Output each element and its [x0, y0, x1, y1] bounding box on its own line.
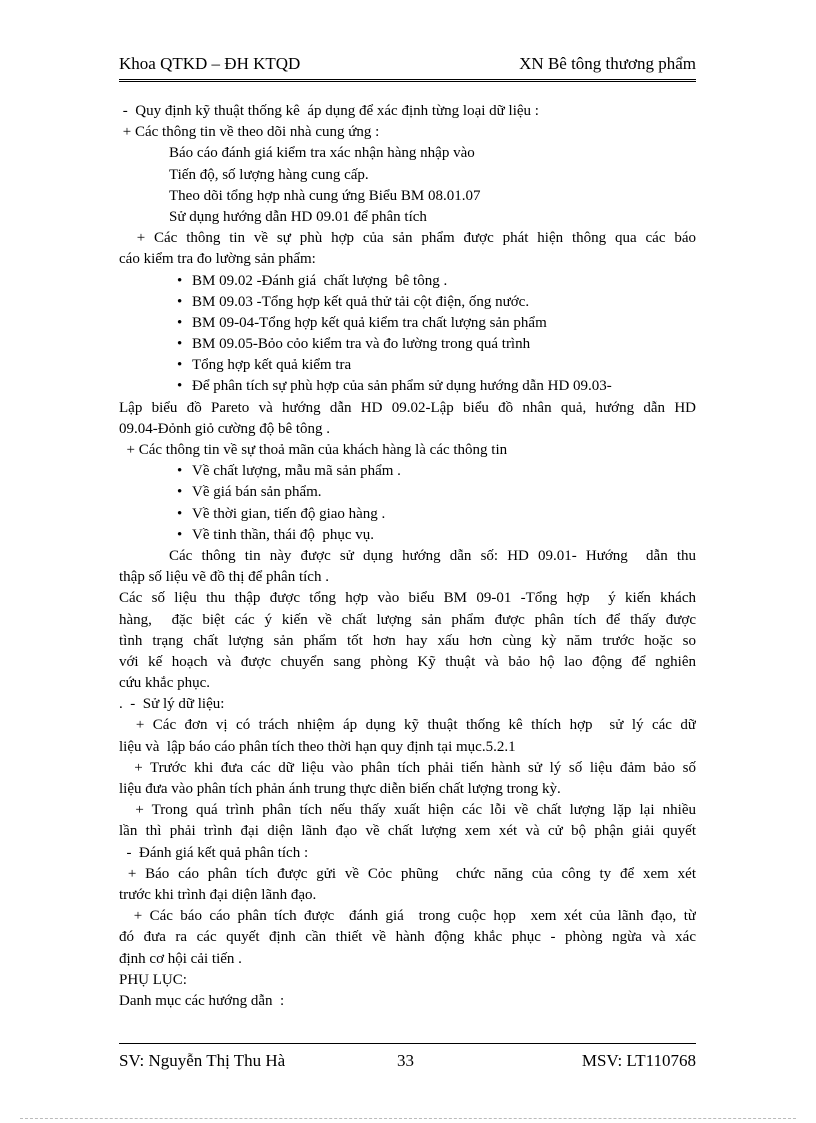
- text-line-content: liệu và lập báo cáo phân tích theo thời hạn quy định tại mục.5.2.1: [119, 738, 516, 755]
- text-line: [119, 546, 696, 567]
- text-line-content: Tổng hợp kết quả kiểm tra: [192, 357, 352, 374]
- text-line-content: cáo kiểm tra đo lường sản phẩm:: [119, 251, 316, 268]
- text-line-content: Các số liệu thu thập được tổng hợp vào biểu BM 09-01 -Tổng hợp ý kiến khách: [119, 590, 696, 607]
- text-line: [119, 186, 696, 207]
- bullet-icon: •: [177, 378, 183, 395]
- text-line: [119, 567, 696, 588]
- text-line-content: Các thông tin này được sử dụng hướng dẫn số: HD 09.01- Hướng dẫn thu: [169, 547, 696, 564]
- text-line: [119, 525, 696, 546]
- text-line-content: + Trước khi đưa các dữ liệu vào phân tích phải tiến hành sử lý số liệu đảm bảo số: [119, 759, 696, 776]
- text-line: [119, 631, 696, 652]
- text-line-content: + Các đơn vị có trách nhiệm áp dụng kỹ thuật thống kê thích hợp sử lý các dữ: [119, 717, 696, 734]
- bullet-icon: •: [177, 293, 183, 310]
- text-line-content: lần thì phải trình đại diện lãnh đạo về chất lượng xem xét và cử bộ phận giải quyết: [119, 823, 696, 840]
- text-line: [119, 737, 696, 758]
- text-line-content: thập số liệu vẽ đồ thị để phân tích .: [119, 569, 329, 586]
- bullet-icon: •: [177, 357, 183, 374]
- text-line: [119, 122, 696, 143]
- text-line-content: Để phân tích sự phù hợp của sản phẩm sử dụng hướng dẫn HD 09.03-: [192, 378, 612, 395]
- footer-rule: [119, 1043, 696, 1044]
- header-rule: [119, 79, 696, 82]
- text-line: [119, 376, 696, 397]
- footer-student-name: SV: Nguyễn Thị Thu Hà: [119, 1051, 286, 1070]
- text-line-content: Về thời gian, tiến độ giao hàng .: [192, 505, 386, 522]
- document-body: [119, 101, 696, 1012]
- text-line: [119, 927, 696, 948]
- text-line-content: BM 09.03 -Tổng hợp kết quả thử tải cột điện, ống nước.: [192, 293, 530, 310]
- text-line-content: trước khi trình đại diện lãnh đạo.: [119, 886, 317, 903]
- text-line-content: PHỤ LỤC:: [119, 971, 187, 988]
- text-line: [119, 991, 696, 1012]
- text-line-content: BM 09.02 -Đánh giá chất lượng bê tông .: [192, 272, 448, 289]
- text-line-content: cứu khắc phục.: [119, 675, 211, 692]
- text-line-content: hàng, đặc biệt các ý kiến về chất lượng sản phẩm được phân tích để thấy được: [119, 611, 696, 628]
- text-line: [119, 758, 696, 779]
- text-line-content: liệu đưa vào phân tích phản ánh trung thực diễn biến chất lượng trong kỳ.: [119, 781, 561, 797]
- text-line: [119, 652, 696, 673]
- text-line-content: định cơ hội cải tiến .: [119, 950, 242, 967]
- text-line-content: 09.04-Đỏnh giỏ cường độ bê tông .: [119, 420, 331, 437]
- text-line-content: Theo dõi tổng hợp nhà cung ứng Biểu BM 08.01.07: [169, 187, 481, 204]
- text-line: [119, 101, 696, 122]
- text-line-content: . - Sử lý dữ liệu:: [119, 696, 225, 713]
- text-line: [119, 885, 696, 906]
- page-footer: [119, 1051, 696, 1073]
- text-line-content: Tiến độ, số lượng hàng cung cấp.: [169, 166, 369, 183]
- text-line: [119, 673, 696, 694]
- footer-student-id: MSV: LT110768: [581, 1051, 696, 1070]
- text-line: [119, 207, 696, 228]
- text-line-content: BM 09-04-Tổng hợp kết quả kiểm tra chất lượng sản phẩm: [192, 314, 547, 331]
- page-header: [119, 54, 696, 76]
- text-line-content: + Trong quá trình phân tích nếu thấy xuất hiện các lỗi về chất lượng lặp lại nhiều: [119, 802, 696, 819]
- text-line-content: + Các báo cáo phân tích được đánh giá trong cuộc họp xem xét của lãnh đạo, từ: [119, 908, 696, 925]
- text-line-content: + Các thông tin về sự phù hợp của sản phẩm được phát hiện thông qua các báo: [119, 230, 696, 247]
- text-line-content: Báo cáo đánh giá kiểm tra xác nhận hàng nhập vào: [169, 145, 475, 162]
- text-line-content: Về chất lượng, mẫu mã sản phẩm .: [192, 463, 401, 480]
- text-line: [119, 504, 696, 525]
- text-line: [119, 249, 696, 270]
- bullet-icon: •: [177, 314, 183, 331]
- bullet-icon: •: [177, 526, 183, 543]
- bullet-icon: •: [177, 484, 183, 501]
- bullet-icon: •: [177, 505, 183, 522]
- text-line: [119, 292, 696, 313]
- text-line: [119, 228, 696, 249]
- header-enterprise: XN Bê tông thương phẩm: [519, 54, 696, 73]
- text-line-content: BM 09.05-Bỏo cỏo kiểm tra và đo lường trong quá trình: [192, 336, 531, 353]
- text-line: [119, 398, 696, 419]
- text-line: [119, 610, 696, 631]
- text-line: [119, 715, 696, 736]
- text-line-content: Sử dụng hướng dẫn HD 09.01 để phân tích: [169, 208, 427, 225]
- text-line: [119, 334, 696, 355]
- text-line: [119, 482, 696, 503]
- text-line: [119, 355, 696, 376]
- text-line: [119, 271, 696, 292]
- text-line: [119, 440, 696, 461]
- text-line-content: Về giá bán sản phẩm.: [192, 484, 322, 501]
- text-line: [119, 800, 696, 821]
- text-line: [119, 165, 696, 186]
- text-line: [119, 143, 696, 164]
- text-line: [119, 694, 696, 715]
- text-line: [119, 821, 696, 842]
- text-line-content: đó đưa ra các quyết định cần thiết về hành động khắc phục - phòng ngừa và xác: [119, 929, 696, 946]
- text-line: [119, 864, 696, 885]
- text-line-content: + Các thông tin về theo dõi nhà cung ứng :: [119, 124, 380, 141]
- text-line: [119, 843, 696, 864]
- text-line: [119, 906, 696, 927]
- text-line-content: - Đánh giá kết quả phân tích :: [119, 844, 309, 861]
- text-line-content: Danh mục các hướng dẫn :: [119, 992, 285, 1009]
- text-line-content: + Các thông tin về sự thoả mãn của khách hàng là các thông tin: [119, 442, 508, 458]
- text-line-content: - Quy định kỹ thuật thống kê áp dụng để xác định từng loại dữ liệu :: [119, 103, 539, 119]
- text-line-content: tình trạng chất lượng sản phẩm tốt hơn hay xấu hơn cùng kỳ năm trước hoặc so: [119, 632, 696, 649]
- text-line: [119, 779, 696, 800]
- text-line: [119, 461, 696, 482]
- text-line: [119, 588, 696, 609]
- bullet-icon: •: [177, 272, 183, 289]
- text-line: [119, 313, 696, 334]
- text-line-content: + Báo cáo phân tích được gửi về Cỏc phũng chức năng của công ty để xem xét: [119, 865, 696, 882]
- header-faculty: Khoa QTKD – ĐH KTQD: [119, 54, 301, 73]
- text-line-content: với kế hoạch và được chuyển sang phòng Kỹ thuật và bảo hộ lao động để nghiên: [119, 653, 696, 670]
- bullet-icon: •: [177, 336, 183, 353]
- text-line: [119, 970, 696, 991]
- text-line-content: Lập biểu đồ Pareto và hướng dẫn HD 09.02-Lập biểu đồ nhân quả, hướng dẫn HD: [119, 399, 696, 416]
- page-number: 33: [397, 1051, 414, 1070]
- bullet-icon: •: [177, 463, 183, 480]
- page-edge: [20, 1118, 796, 1119]
- text-line: [119, 949, 696, 970]
- text-line: [119, 419, 696, 440]
- text-line-content: Về tinh thần, thái độ phục vụ.: [192, 526, 375, 543]
